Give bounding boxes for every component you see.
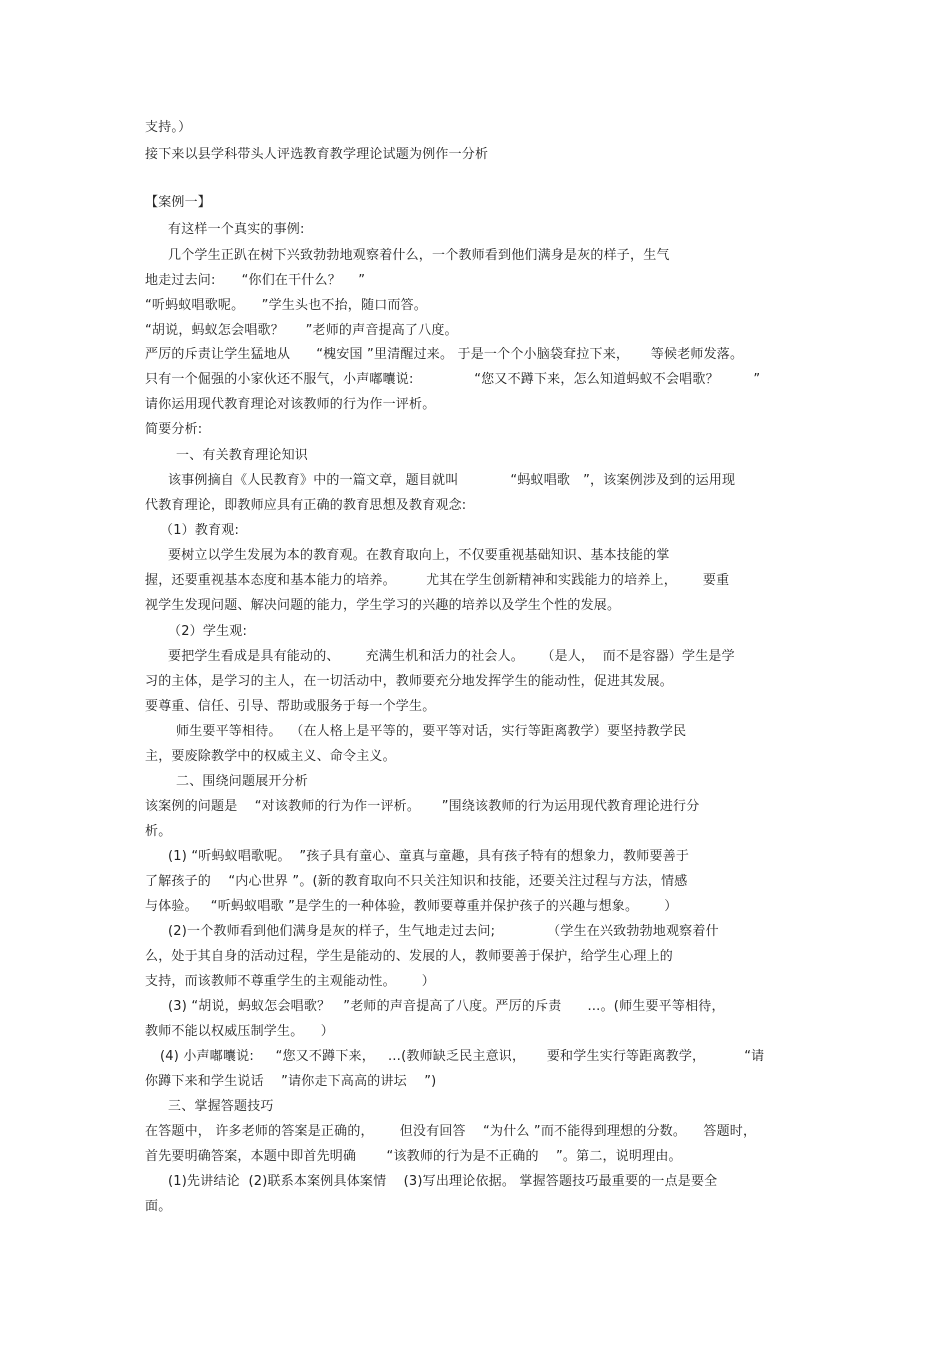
case-heading: 【案例一】 <box>145 195 212 210</box>
text-line: 请你运用现代教育理论对该教师的行为作一评析。 <box>145 397 436 412</box>
text-line: 只有一个倔强的小家伙还不服气，小声嘟囔说: “您又不蹲下来，怎么知道蚂蚁不会唱歌？ ” <box>145 372 761 387</box>
text-line: 支持。） <box>145 120 192 135</box>
section-heading: 一、有关教育理论知识 <box>176 448 309 463</box>
text-line: 在答题中， 许多老师的答案是正确的， 但没有回答 “为什么 ”而不能得到理想的分数。 答题时， <box>145 1124 757 1139</box>
text-line: 接下来以县学科带头人评选教育教学理论试题为例作一分析 <box>145 147 489 162</box>
text-line: (2)一个教师看到他们满身是灰的样子，生气地走过去问; （学生在兴致勃勃地观察着什 <box>168 924 719 939</box>
text-line: (4) 小声嘟囔说: “您又不蹲下来， …(教师缺乏民主意识， 要和学生实行等距离教学， “请 <box>160 1049 765 1064</box>
text-line: 简要分析: <box>145 422 203 437</box>
text-line: 几个学生正趴在树下兴致勃勃地观察着什么，一个教师看到他们满身是灰的样子，生气 <box>168 248 670 263</box>
text-line: (3) “胡说，蚂蚁怎会唱歌？ ”老师的声音提高了八度。严厉的斥责 …。(师生要平等相待， <box>168 999 725 1014</box>
text-line: 严厉的斥责让学生猛地从 “槐安国 ”里清醒过来。 于是一个个小脑袋耷拉下来， 等候老师发落。 <box>145 347 744 362</box>
text-line: 支持，而该教师不尊重学生的主观能动性。 ） <box>145 974 435 989</box>
text-line: 要树立以学生发展为本的教育观。在教育取向上，不仅要重视基础知识、基本技能的掌 <box>168 548 670 563</box>
text-line: 了解孩子的 “内心世界 ”。(新的教育取向不只关注知识和技能，还要关注过程与方法，情感 <box>145 874 688 889</box>
text-line: 代教育理论，即教师应具有正确的教育思想及教育观念: <box>145 498 467 513</box>
text-line: “胡说，蚂蚁怎会唱歌？ ”老师的声音提高了八度。 <box>145 323 458 338</box>
text-line: 首先要明确答案，本题中即首先明确 “该教师的行为是不正确的 ”。第二，说明理由。 <box>145 1149 682 1164</box>
text-line: “听蚂蚁唱歌呢。 ”学生头也不抬，随口而答。 <box>145 298 427 313</box>
text-line: 习的主体，是学习的主人，在一切活动中，教师要充分地发挥学生的能动性，促进其发展。 <box>145 674 674 689</box>
text-line: 教师不能以权威压制学生。 ） <box>145 1024 334 1039</box>
text-line: 该案例的问题是 “对该教师的行为作一评析。 ”围绕该教师的行为运用现代教育理论进行分 <box>145 799 700 814</box>
subsection-heading: （2）学生观: <box>168 624 248 639</box>
text-line: 与体验。 “听蚂蚁唱歌 ”是学生的一种体验，教师要尊重并保护孩子的兴趣与想象。 ） <box>145 899 678 914</box>
text-line: 析。 <box>145 824 172 839</box>
section-heading: 二、围绕问题展开分析 <box>176 774 309 789</box>
text-line: (1)先讲结论 (2)联系本案例具体案情 (3)写出理论依据。 掌握答题技巧最重要的一点是要全 <box>168 1174 718 1189</box>
subsection-heading: （1）教育观: <box>160 523 240 538</box>
text-line: 要把学生看成是具有能动的、 充满生机和活力的社会人。 （是人， 而不是容器）学生是学 <box>168 649 735 664</box>
text-line: 有这样一个真实的事例: <box>168 222 305 237</box>
text-line: 面。 <box>145 1199 172 1214</box>
text-line: 师生要平等相待。 （在人格上是平等的，要平等对话，实行等距离教学）要坚持教学民 <box>176 724 687 739</box>
section-heading: 三、掌握答题技巧 <box>168 1099 274 1114</box>
text-line: 你蹲下来和学生说话 ”请你走下高高的讲坛 ”) <box>145 1074 437 1089</box>
text-line: 握，还要重视基本态度和基本能力的培养。 尤其在学生创新精神和实践能力的培养上， 要重 <box>145 573 730 588</box>
text-line: (1) “听蚂蚁唱歌呢。 ”孩子具有童心、童真与童趣，具有孩子特有的想象力，教师要善于 <box>168 849 690 864</box>
text-line: 主，要废除教学中的权威主义、命令主义。 <box>145 749 396 764</box>
text-line: 该事例摘自《人民教育》中的一篇文章，题目就叫 “蚂蚁唱歌 ”，该案例涉及到的运用现 <box>168 473 736 488</box>
text-line: 地走过去问: “你们在干什么？ ” <box>145 273 366 288</box>
text-line: 视学生发现问题、解决问题的能力，学生学习的兴趣的培养以及学生个性的发展。 <box>145 598 621 613</box>
text-line: 要尊重、信任、引导、帮助或服务于每一个学生。 <box>145 699 436 714</box>
text-line: 么，处于其自身的活动过程，学生是能动的、发展的人，教师要善于保护，给学生心理上的 <box>145 949 674 964</box>
